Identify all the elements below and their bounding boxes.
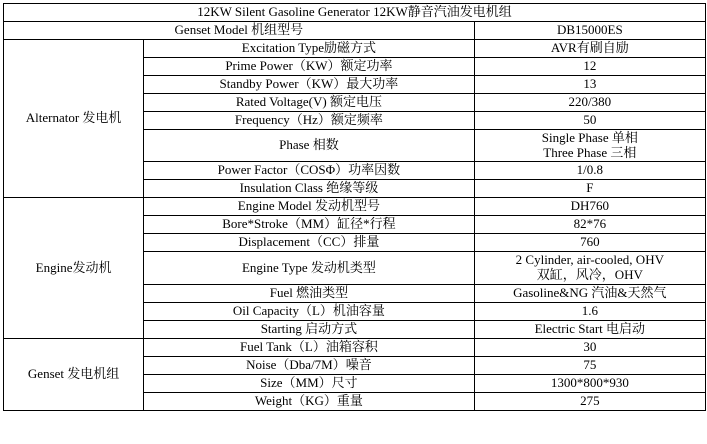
spec-label: Frequency（Hz）额定频率 <box>144 111 474 129</box>
table-row-model <box>4 21 706 39</box>
spec-label: Rated Voltage(V) 额定电压 <box>144 93 474 111</box>
spec-value: AVR有刷自励 <box>474 39 705 57</box>
group-label-engine: Engine发动机 <box>4 198 144 339</box>
spec-value: 1.6 <box>474 302 705 320</box>
spec-label: Insulation Class 绝缘等级 <box>144 180 474 198</box>
spec-label: Standby Power（KW）最大功率 <box>144 75 474 93</box>
table-body <box>4 4 706 411</box>
spec-value: 82*76 <box>474 216 705 234</box>
spec-value: 1/0.8 <box>474 162 705 180</box>
spec-value: 1300*800*930 <box>474 374 705 392</box>
spec-value: 30 <box>474 338 705 356</box>
spec-label: Size（MM）尺寸 <box>144 374 474 392</box>
spec-label: Displacement（CC）排量 <box>144 234 474 252</box>
spec-label: Fuel 燃油类型 <box>144 285 474 303</box>
spec-label: Starting 启动方式 <box>144 320 474 338</box>
spec-value: Gasoline&NG 汽油&天然气 <box>474 285 705 303</box>
spec-value: Electric Start 电启动 <box>474 320 705 338</box>
model-value: DB15000ES <box>474 21 705 39</box>
spec-label: Power Factor（COSΦ）功率因数 <box>144 162 474 180</box>
spec-value: F <box>474 180 705 198</box>
spec-value: 75 <box>474 356 705 374</box>
spec-value: 13 <box>474 75 705 93</box>
spec-label: Engine Model 发动机型号 <box>144 198 474 216</box>
spec-label: Phase 相数 <box>144 129 474 162</box>
table-row <box>4 39 706 57</box>
spec-value: 275 <box>474 392 705 410</box>
spec-label: Fuel Tank（L）油箱容积 <box>144 338 474 356</box>
spec-label: Prime Power（KW）额定功率 <box>144 57 474 75</box>
spec-value: 12 <box>474 57 705 75</box>
model-label: Genset Model 机组型号 <box>4 21 475 39</box>
spec-label: Engine Type 发动机类型 <box>144 252 474 285</box>
group-label-genset: Genset 发电机组 <box>4 338 144 410</box>
table-row-title <box>4 4 706 22</box>
document-title: 12KW Silent Gasoline Generator 12KW静音汽油发电机组 <box>4 4 706 22</box>
spec-label: Bore*Stroke（MM）缸径*行程 <box>144 216 474 234</box>
table-row <box>4 198 706 216</box>
spec-label: Excitation Type励磁方式 <box>144 39 474 57</box>
table-row <box>4 338 706 356</box>
specification-table <box>3 3 706 411</box>
spec-label: Weight（KG）重量 <box>144 392 474 410</box>
spec-value: 760 <box>474 234 705 252</box>
spec-value: DH760 <box>474 198 705 216</box>
spec-label: Oil Capacity（L）机油容量 <box>144 302 474 320</box>
spec-value: 2 Cylinder, air-cooled, OHV 双缸，风冷，OHV <box>474 252 705 285</box>
spec-value: 50 <box>474 111 705 129</box>
spec-value: Single Phase 单相 Three Phase 三相 <box>474 129 705 162</box>
spec-value: 220/380 <box>474 93 705 111</box>
group-label-alternator: Alternator 发电机 <box>4 39 144 197</box>
spec-label: Noise（Dba/7M）噪音 <box>144 356 474 374</box>
